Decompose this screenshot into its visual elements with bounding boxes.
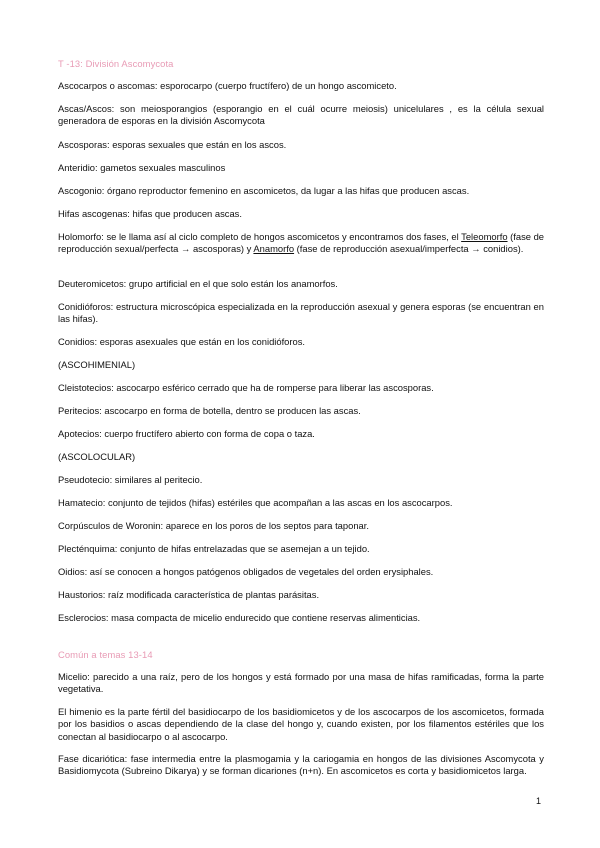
- holomorfo-text-c: (fase de reproducción asexual/imperfecta → conidios).: [294, 243, 524, 255]
- entry-anteridio: Anteridio: gametos sexuales masculinos: [58, 162, 226, 173]
- entry-ascas: Ascas/Ascos: son meiosporangios (esporangio en el cuál ocurre meiosis) unicelulares , es la célula sexual generadora de esporas en la división Ascomycota: [58, 103, 544, 127]
- section-heading-comun: Común a temas 13-14: [58, 649, 153, 660]
- entry-ascocarpos: Ascocarpos o ascomas: esporocarpo (cuerpo fructífero) de un hongo ascomiceto.: [58, 80, 397, 91]
- entry-peritecios: Peritecios: ascocarpo en forma de botella, dentro se producen las ascas.: [58, 405, 361, 416]
- entry-deuteromicetos: Deuteromicetos: grupo artificial en el que solo están los anamorfos.: [58, 278, 338, 289]
- entry-fase-dicariotica: Fase dicariótica: fase intermedia entre la plasmogamia y la cariogamia en hongos de las divisiones Ascomycota y Basidiomycota (Subreino Dikarya) y se forman dicariones (n+n). En ascomicetos es corta y basidiomicetos larga.: [58, 753, 544, 777]
- group-ascohimenial: (ASCOHIMENIAL): [58, 359, 136, 370]
- group-ascolocular: (ASCOLOCULAR): [58, 451, 136, 462]
- entry-pseudotecio: Pseudotecio: similares al peritecio.: [58, 474, 203, 485]
- entry-cleistotecios: Cleistotecios: ascocarpo esférico cerrado que ha de romperse para liberar las ascosporas.: [58, 382, 434, 393]
- section-heading-ascomycota: T -13: División Ascomycota: [58, 58, 174, 69]
- entry-ascosporas: Ascosporas: esporas sexuales que están en los ascos.: [58, 139, 287, 150]
- entry-plectenquima: Plecténquima: conjunto de hifas entrelazadas que se asemejan a un tejido.: [58, 543, 370, 554]
- anamorfo-term: Anamorfo: [253, 243, 295, 255]
- entry-conidioforos: Conidióforos: estructura microscópica especializada en la reproducción asexual y genera esporas (se encuentran en las hifas).: [58, 301, 544, 325]
- entry-hamatecio: Hamatecio: conjunto de tejidos (hifas) estériles que acompañan a las ascas en los ascocarpos.: [58, 497, 453, 508]
- entry-holomorfo: [58, 231, 544, 256]
- holomorfo-text-b: (fase de reproducción sexual/perfecta → ascosporas) y: [58, 231, 545, 255]
- entry-micelio: Micelio: parecido a una raíz, pero de los hongos y está formado por una masa de hifas ramificadas, forma la parte vegetativa.: [58, 671, 544, 695]
- entry-himenio: El himenio es la parte fértil del basidiocarpo de los basidiomicetos y de los ascocarpos de los ascomicetos, formada por los basidios o ascas dependiendo de la clase del hongo y, cuando existen, por los filamentos estériles que los conectan al basidiocarpo o al ascocarpo.: [58, 706, 544, 742]
- page-number: 1: [536, 796, 542, 806]
- holomorfo-text-a: Holomorfo: se le llama así al ciclo completo de hongos ascomicetos y encontramos dos fases, el: [58, 231, 462, 242]
- entry-apotecios: Apotecios: cuerpo fructífero abierto con forma de copa o taza.: [58, 428, 315, 439]
- entry-esclerocios: Esclerocios: masa compacta de micelio endurecido que contiene reservas alimenticias.: [58, 612, 421, 623]
- entry-haustorios: Haustorios: raíz modificada característica de plantas parásitas.: [58, 589, 320, 600]
- entry-ascogonio: Ascogonio: órgano reproductor femenino en ascomicetos, da lugar a las hifas que producen ascas.: [58, 185, 470, 196]
- entry-hifas-ascogenas: Hifas ascogenas: hifas que producen ascas.: [58, 208, 242, 219]
- entry-oidios: Oidios: así se conocen a hongos patógenos obligados de vegetales del orden erysiphales.: [58, 566, 434, 577]
- teleomorfo-term: Teleomorfo: [461, 231, 508, 242]
- entry-woronin: Corpúsculos de Woronin: aparece en los poros de los septos para taponar.: [58, 520, 369, 531]
- entry-conidios: Conidios: esporas asexuales que están en los conidióforos.: [58, 336, 306, 347]
